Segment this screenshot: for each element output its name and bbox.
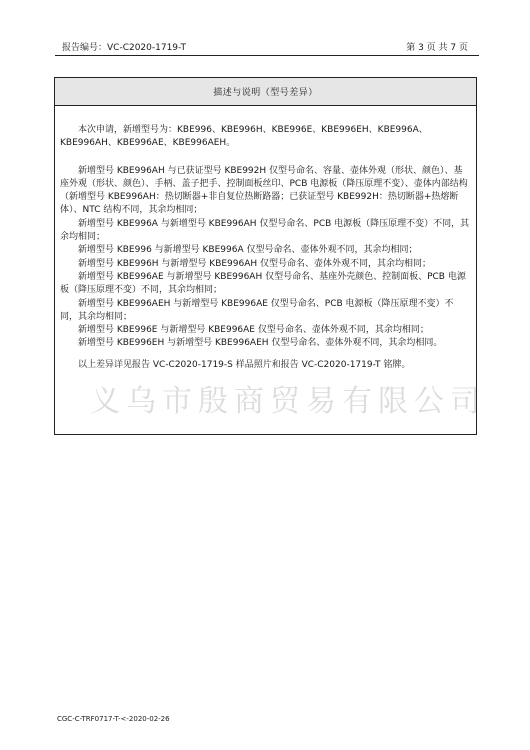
paragraph-kbe996aeh: 新增型号 KBE996AEH 与新增型号 KBE996AE 仅型号命名、PCB 电源板（降压原理不变）不同，其余均相同； [60, 298, 454, 322]
footer-code: CGC-C-TRF0717-T-<-2020-02-26 [57, 715, 170, 723]
watermark-text: 义乌市殷商贸易有限公司 [90, 384, 486, 419]
paragraph-kbe996ae: 新增型号 KBE996AE 与新增型号 KBE996AH 仅型号命名、基座外壳颜色、控制面板、PCB 电源板（降压原理不变）不同，其余均相同； [60, 271, 466, 296]
paragraph-kbe996e: 新增型号 KBE996E 与新增型号 KBE996AE 仅型号命名、壶体外观不同，其余均相同； [78, 325, 429, 336]
page-info: 第 3 页 共 7 页 [406, 43, 468, 53]
box-content [55, 106, 476, 372]
paragraph-kbe996eh: 新增型号 KBE996EH 与新增型号 KBE996AEH 仅型号命名、壶体外观不同，其余均相同。 [78, 338, 443, 349]
box-title: 描述与说明（型号差异） [55, 78, 476, 106]
paragraph-kbe996ah: 新增型号 KBE996AH 与已获证型号 KBE992H 仅型号命名、容量、壶体外观（形状、颜色）、基座外观（形状、颜色）、手柄、盖子把手、控制面板丝印、PCB 电源板（降压原理不变）、壶体内部结构（新增型号 KBE996AH：热切断器+非自复位热断路器；已获证型号 KBE992H：热切断器+热熔断体）、NTC 结构不同，其余均相同； [60, 165, 468, 216]
header-rule [55, 55, 479, 56]
spacer [60, 351, 471, 359]
paragraph-reference: 以上差异详见报告 VC-C2020-1719-S 样品照片和报告 VC-C2020-1719-T 铭牌。 [78, 359, 411, 370]
spacer [60, 151, 471, 165]
paragraph-kbe996: 新增型号 KBE996 与新增型号 KBE996A 仅型号命名、壶体外观不同，其余均相同； [78, 245, 418, 256]
paragraph-intro: 本次申请，新增型号为：KBE996、KBE996H、KBE996E、KBE996EH、KBE996A、KBE996AH、KBE996AE、KBE996AEH。 [60, 125, 428, 149]
paragraph-kbe996a: 新增型号 KBE996A 与新增型号 KBE996AH 仅型号命名、PCB 电源板（降压原理不变）不同，其余均相同； [60, 218, 470, 243]
report-number: 报告编号：VC-C2020-1719-T [62, 43, 186, 53]
paragraph-kbe996h: 新增型号 KBE996H 与新增型号 KBE996AH 仅型号命名、壶体外观不同，其余均相同； [78, 258, 432, 269]
